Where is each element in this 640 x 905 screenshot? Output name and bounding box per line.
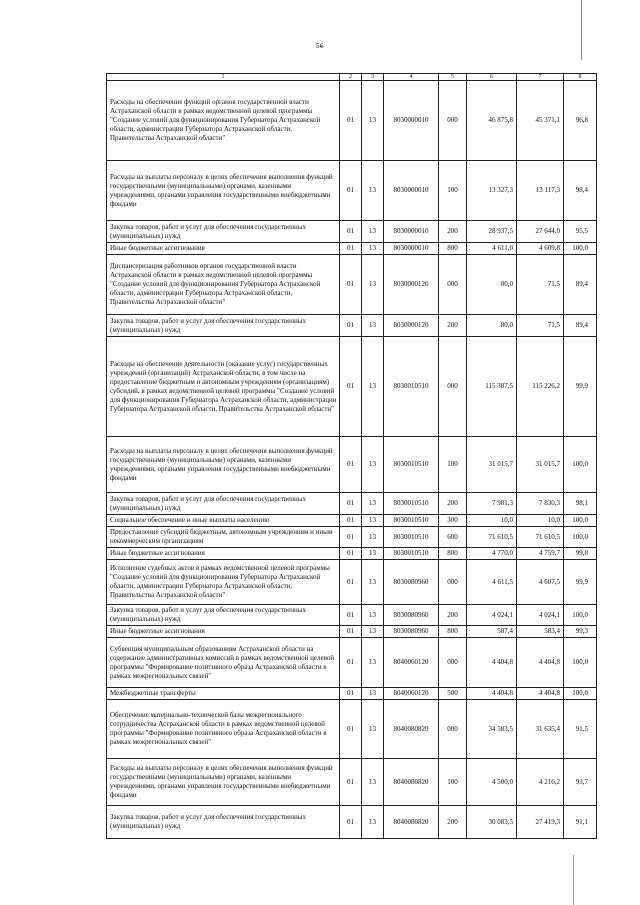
execution-percent-cell: 100,0 (564, 243, 597, 255)
planned-amount-cell: 71 610,5 (467, 527, 517, 548)
target-article-cell: 8040080820 (384, 700, 439, 759)
table-row (107, 806, 597, 839)
subsection-cell: 13 (362, 161, 384, 221)
execution-percent-cell: 89,4 (564, 255, 597, 315)
table-row (107, 243, 597, 255)
section-cell: 01 (340, 700, 362, 759)
expense-type-cell: 100 (439, 437, 467, 493)
subsection-cell: 13 (362, 493, 384, 515)
subsection-cell: 13 (362, 243, 384, 255)
executed-amount-cell: 4 404,8 (517, 638, 564, 688)
expense-type-cell: 600 (439, 527, 467, 548)
planned-amount-cell: 4 611,0 (467, 243, 517, 255)
planned-amount-cell: 30 083,5 (467, 806, 517, 839)
table-row (107, 688, 597, 700)
execution-percent-cell: 99,9 (564, 337, 597, 437)
section-cell: 01 (340, 315, 362, 337)
execution-percent-cell: 99,8 (564, 548, 597, 560)
executed-amount-cell: 4 024,1 (517, 605, 564, 626)
expense-type-cell: 200 (439, 605, 467, 626)
section-cell: 01 (340, 243, 362, 255)
budget-table (106, 73, 597, 839)
execution-percent-cell: 99,3 (564, 626, 597, 638)
page-number: 56 (316, 42, 324, 50)
execution-percent-cell: 98,1 (564, 493, 597, 515)
column-header: 3 (362, 74, 384, 81)
subsection-cell: 13 (362, 605, 384, 626)
execution-percent-cell: 95,5 (564, 221, 597, 243)
column-header: 5 (439, 74, 467, 81)
subsection-cell: 13 (362, 221, 384, 243)
planned-amount-cell: 31 015,7 (467, 437, 517, 493)
row-name-cell: Иные бюджетные ассигнования (107, 548, 340, 560)
target-article-cell: 8030080960 (384, 560, 439, 605)
planned-amount-cell: 587,4 (467, 626, 517, 638)
subsection-cell: 13 (362, 688, 384, 700)
table-row (107, 315, 597, 337)
target-article-cell: 8030010510 (384, 337, 439, 437)
planned-amount-cell: 13 327,3 (467, 161, 517, 221)
table-row (107, 605, 597, 626)
execution-percent-cell: 93,7 (564, 759, 597, 806)
planned-amount-cell: 4 611,5 (467, 560, 517, 605)
table-row (107, 626, 597, 638)
table-row (107, 700, 597, 759)
planned-amount-cell: 46 875,8 (467, 81, 517, 161)
execution-percent-cell: 100,0 (564, 437, 597, 493)
column-header: 4 (384, 74, 439, 81)
section-cell: 01 (340, 437, 362, 493)
section-cell: 01 (340, 605, 362, 626)
target-article-cell: 8030000120 (384, 255, 439, 315)
row-name-cell: Закупка товаров, работ и услуг для обеспечения государственных (муниципальных) нужд (107, 605, 340, 626)
row-name-cell: Закупка товаров, работ и услуг для обеспечения государственных (муниципальных) нужд (107, 493, 340, 515)
section-cell: 01 (340, 759, 362, 806)
subsection-cell: 13 (362, 700, 384, 759)
expense-type-cell: 000 (439, 81, 467, 161)
table-row (107, 548, 597, 560)
row-name-cell: Межбюджетные трансферты (107, 688, 340, 700)
planned-amount-cell: 4 404,8 (467, 638, 517, 688)
target-article-cell: 8030010510 (384, 437, 439, 493)
row-name-cell: Расходы на выплаты персоналу в целях обеспечения выполнения функций государственными (муниципальными) органами, казенными учреждениями, органами управления государственными внебюджетными фондами (107, 437, 340, 493)
table-row (107, 221, 597, 243)
execution-percent-cell: 100,0 (564, 688, 597, 700)
expense-type-cell: 800 (439, 243, 467, 255)
column-header: 2 (340, 74, 362, 81)
planned-amount-cell: 4 500,0 (467, 759, 517, 806)
executed-amount-cell: 4 404,8 (517, 688, 564, 700)
subsection-cell: 13 (362, 315, 384, 337)
executed-amount-cell: 10,0 (517, 515, 564, 527)
executed-amount-cell: 31 015,7 (517, 437, 564, 493)
table-row (107, 437, 597, 493)
planned-amount-cell: 10,0 (467, 515, 517, 527)
section-cell: 01 (340, 638, 362, 688)
expense-type-cell: 800 (439, 548, 467, 560)
column-header: 6 (467, 74, 517, 81)
target-article-cell: 8030010510 (384, 548, 439, 560)
expense-type-cell: 200 (439, 315, 467, 337)
expense-type-cell: 200 (439, 221, 467, 243)
subsection-cell: 13 (362, 255, 384, 315)
section-cell: 01 (340, 688, 362, 700)
table-body (107, 74, 597, 839)
target-article-cell: 8030010510 (384, 515, 439, 527)
section-cell: 01 (340, 806, 362, 839)
row-name-cell: Расходы на обеспечение функций органов государственной власти Астраханской области в рамках ведомственной целевой программы "Создание условий для функционирования Губернатора Астраханской области, администрации Губернатора Астраханской области, Правительства Астраханской области" (107, 81, 340, 161)
target-article-cell: 8030000010 (384, 81, 439, 161)
scan-edge-line-bottom (573, 855, 574, 905)
subsection-cell: 13 (362, 626, 384, 638)
column-header: 7 (517, 74, 564, 81)
execution-percent-cell: 91,5 (564, 700, 597, 759)
row-name-cell: Закупка товаров, работ и услуг для обеспечения государственных (муниципальных) нужд (107, 221, 340, 243)
subsection-cell: 13 (362, 638, 384, 688)
row-name-cell: Закупка товаров, работ и услуг для обеспечения государственных (муниципальных) нужд (107, 315, 340, 337)
target-article-cell: 8030000010 (384, 243, 439, 255)
target-article-cell: 8040080820 (384, 806, 439, 839)
table-row (107, 638, 597, 688)
expense-type-cell: 500 (439, 688, 467, 700)
executed-amount-cell: 7 830,3 (517, 493, 564, 515)
row-name-cell: Исполнение судебных актов в рамках ведомственной целевой программы "Создание условий для функционирования Губернатора Астраханской области, администрации Губернатора Астраханской области, Правительства Астраханской области" (107, 560, 340, 605)
planned-amount-cell: 4 404,8 (467, 688, 517, 700)
table-row (107, 81, 597, 161)
section-cell: 01 (340, 493, 362, 515)
row-name-cell: Субвенция муниципальным образованиям Астраханской области на содержание административных комиссий в рамках ведомственной целевой программы "Формирование позитивного образа Астраханской области в рамках межрегиональных связей" (107, 638, 340, 688)
row-name-cell: Расходы на выплаты персоналу в целях обеспечения выполнения функций государственными (муниципальными) органами, казенными учреждениями, органами управления государственными внебюджетными фондами (107, 161, 340, 221)
section-cell: 01 (340, 221, 362, 243)
target-article-cell: 8030000010 (384, 161, 439, 221)
expense-type-cell: 000 (439, 700, 467, 759)
execution-percent-cell: 89,4 (564, 315, 597, 337)
section-cell: 01 (340, 560, 362, 605)
row-name-cell: Расходы на выплаты персоналу в целях обеспечения выполнения функций государственными (муниципальными) органами, казенными учреждениями, органами управления государственными внебюджетными фондами (107, 759, 340, 806)
execution-percent-cell: 99,9 (564, 560, 597, 605)
executed-amount-cell: 71,5 (517, 315, 564, 337)
expense-type-cell: 100 (439, 161, 467, 221)
table-row (107, 515, 597, 527)
executed-amount-cell: 45 371,1 (517, 81, 564, 161)
expense-type-cell: 000 (439, 560, 467, 605)
executed-amount-cell: 27 644,0 (517, 221, 564, 243)
expense-type-cell: 000 (439, 638, 467, 688)
executed-amount-cell: 4 216,2 (517, 759, 564, 806)
table-row (107, 560, 597, 605)
execution-percent-cell: 91,1 (564, 806, 597, 839)
row-name-cell: Иные бюджетные ассигнования (107, 626, 340, 638)
target-article-cell: 8030010510 (384, 527, 439, 548)
table-row (107, 759, 597, 806)
row-name-cell: Обеспечение материально-технической базы межрегионального сотрудничества Астраханской области в рамках ведомственной целевой программы "Формирование позитивного образа Астраханской области в рамках межрегиональных связей" (107, 700, 340, 759)
planned-amount-cell: 115 387,5 (467, 337, 517, 437)
target-article-cell: 8040080820 (384, 759, 439, 806)
expense-type-cell: 000 (439, 337, 467, 437)
column-header: 1 (107, 74, 340, 81)
row-name-cell: Расходы на обеспечение деятельности (оказание услуг) государственных учреждений (организаций) Астраханской области, в том числе на предоставление бюджетным и автономным учреждениям (организациям) субсидий, в рамках ведомственной целевой программы "Создание условий для функционирования Губернатора Астраханской области, администрации Губернатора Астраханской области, Правительства Астраханской области" (107, 337, 340, 437)
execution-percent-cell: 100,0 (564, 638, 597, 688)
section-cell: 01 (340, 515, 362, 527)
executed-amount-cell: 4 759,7 (517, 548, 564, 560)
section-cell: 01 (340, 626, 362, 638)
section-cell: 01 (340, 337, 362, 437)
table-row (107, 493, 597, 515)
execution-percent-cell: 100,0 (564, 515, 597, 527)
target-article-cell: 8030010510 (384, 493, 439, 515)
subsection-cell: 13 (362, 560, 384, 605)
planned-amount-cell: 4 024,1 (467, 605, 517, 626)
column-number-row (107, 74, 597, 81)
subsection-cell: 13 (362, 548, 384, 560)
row-name-cell: Закупка товаров, работ и услуг для обеспечения государственных (муниципальных) нужд (107, 806, 340, 839)
expense-type-cell: 200 (439, 806, 467, 839)
planned-amount-cell: 4 770,0 (467, 548, 517, 560)
executed-amount-cell: 4 607,5 (517, 560, 564, 605)
subsection-cell: 13 (362, 759, 384, 806)
table-row (107, 255, 597, 315)
executed-amount-cell: 115 226,2 (517, 337, 564, 437)
subsection-cell: 13 (362, 337, 384, 437)
subsection-cell: 13 (362, 806, 384, 839)
planned-amount-cell: 7 981,3 (467, 493, 517, 515)
section-cell: 01 (340, 161, 362, 221)
section-cell: 01 (340, 548, 362, 560)
column-header: 8 (564, 74, 597, 81)
execution-percent-cell: 100,0 (564, 527, 597, 548)
subsection-cell: 13 (362, 527, 384, 548)
expense-type-cell: 200 (439, 493, 467, 515)
executed-amount-cell: 13 117,3 (517, 161, 564, 221)
executed-amount-cell: 27 419,3 (517, 806, 564, 839)
expense-type-cell: 800 (439, 626, 467, 638)
executed-amount-cell: 31 635,4 (517, 700, 564, 759)
planned-amount-cell: 80,0 (467, 315, 517, 337)
row-name-cell: Диспансеризация работников органов государственной власти Астраханской области в рамках ведомственной целевой программы "Создание условий для функционирования Губернатора Астраханской области, администрации Губернатора Астраханской области, Правительства Астраханской области" (107, 255, 340, 315)
row-name-cell: Социальное обеспечение и иные выплаты населению (107, 515, 340, 527)
executed-amount-cell: 4 609,8 (517, 243, 564, 255)
executed-amount-cell: 71 610,5 (517, 527, 564, 548)
target-article-cell: 8030080960 (384, 605, 439, 626)
target-article-cell: 8030080960 (384, 626, 439, 638)
target-article-cell: 8040060120 (384, 638, 439, 688)
row-name-cell: Иные бюджетные ассигнования (107, 243, 340, 255)
row-name-cell: Предоставление субсидий бюджетным, автономным учреждениям и иным некоммерческим организациям (107, 527, 340, 548)
target-article-cell: 8030000120 (384, 315, 439, 337)
executed-amount-cell: 583,4 (517, 626, 564, 638)
section-cell: 01 (340, 527, 362, 548)
subsection-cell: 13 (362, 81, 384, 161)
section-cell: 01 (340, 255, 362, 315)
table-row (107, 161, 597, 221)
subsection-cell: 13 (362, 515, 384, 527)
target-article-cell: 8040060120 (384, 688, 439, 700)
execution-percent-cell: 98,4 (564, 161, 597, 221)
planned-amount-cell: 80,0 (467, 255, 517, 315)
expense-type-cell: 100 (439, 759, 467, 806)
expense-type-cell: 300 (439, 515, 467, 527)
planned-amount-cell: 28 937,5 (467, 221, 517, 243)
execution-percent-cell: 100,0 (564, 605, 597, 626)
execution-percent-cell: 96,8 (564, 81, 597, 161)
subsection-cell: 13 (362, 437, 384, 493)
planned-amount-cell: 34 583,5 (467, 700, 517, 759)
table-row (107, 527, 597, 548)
scan-edge-line-top (581, 0, 582, 60)
executed-amount-cell: 71,5 (517, 255, 564, 315)
target-article-cell: 8030000010 (384, 221, 439, 243)
section-cell: 01 (340, 81, 362, 161)
expense-type-cell: 000 (439, 255, 467, 315)
table-row (107, 337, 597, 437)
